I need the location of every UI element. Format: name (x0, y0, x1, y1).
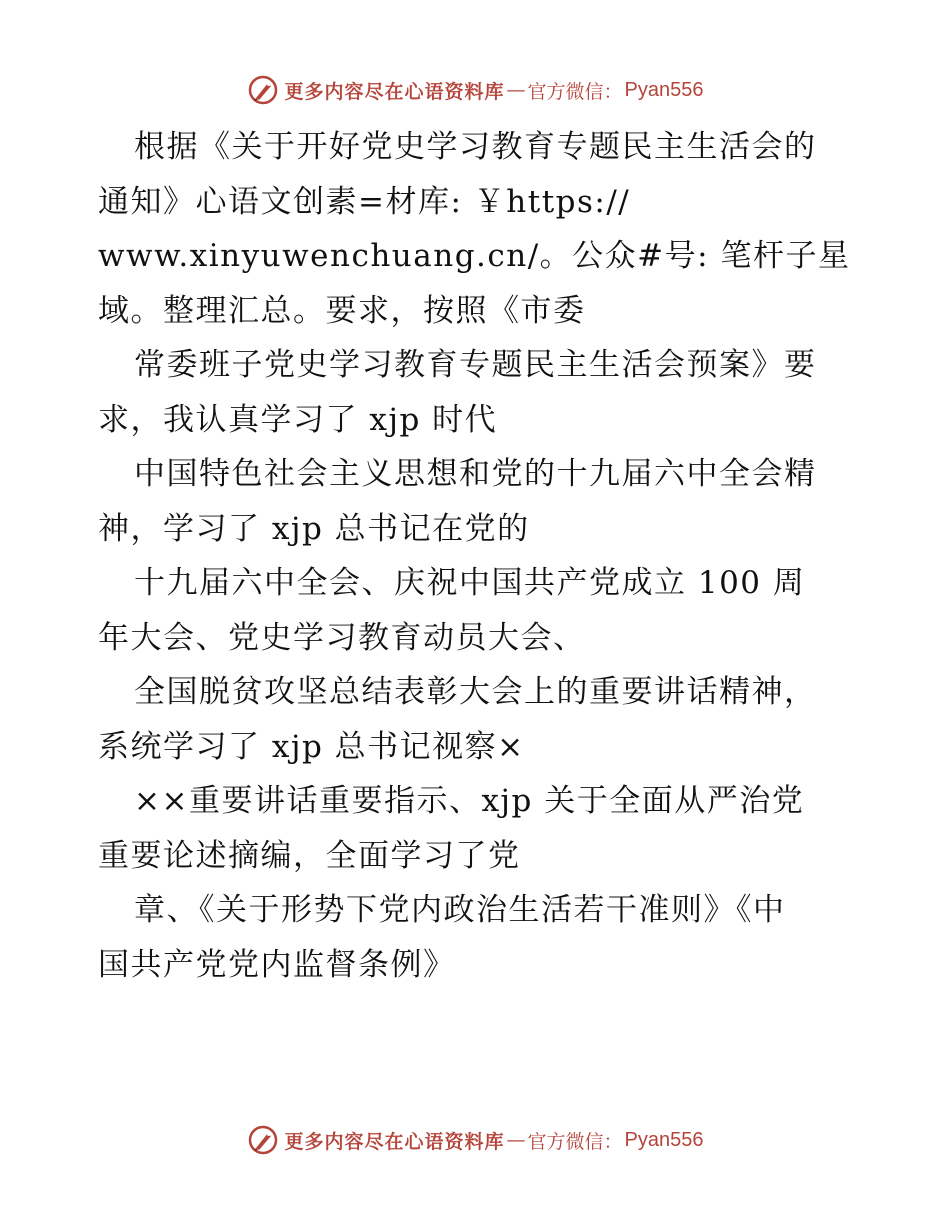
banner-official-label: 官方微信： (527, 80, 623, 103)
body-line: 章、《关于形势下党内政治生活若干准则》《中 (134, 892, 786, 928)
body-line: 通知》心语文创素=材库: ￥https:// (98, 183, 631, 220)
body-line: 系统学习了 xjp 总书记视察× (98, 728, 525, 765)
banner-brand-text: 更多内容尽在心语资料库 (284, 1130, 505, 1153)
banner-brand-text: 更多内容尽在心语资料库 (284, 80, 505, 103)
pen-nib-logo-icon (247, 1124, 279, 1156)
body-line: 中国特色社会主义思想和党的十九届六中全会精 (134, 456, 817, 492)
banner-separator: — (506, 1129, 526, 1151)
body-line: 国共产党党内监督条例》 (98, 946, 456, 983)
body-line: 神，学习了 xjp 总书记在党的 (98, 510, 530, 547)
body-line: ××重要讲话重要指示、xjp 关于全面从严治党 (134, 783, 805, 819)
body-line: 求，我认真学习了 xjp 时代 (98, 401, 498, 438)
banner-official-label: 官方微信： (527, 1130, 623, 1153)
banner-wechat-id: Pyan556 (624, 78, 704, 101)
body-line: 全国脱贫攻坚总结表彰大会上的重要讲话精神， (134, 674, 817, 710)
document-body (98, 120, 858, 992)
body-line: 域。整理汇总。要求，按照《市委 (98, 292, 586, 329)
body-line: 重要论述摘编，全面学习了党 (98, 837, 521, 874)
pen-nib-logo-icon (247, 74, 279, 106)
body-line: 根据《关于开好党史学习教育专题民主生活会的 (134, 129, 817, 165)
body-line: www.xinyuwenchuang.cn/。公众#号: 笔杆子星 (98, 238, 851, 274)
body-line: 十九届六中全会、庆祝中国共产党成立 100 周 (134, 565, 806, 601)
header-banner (0, 70, 950, 110)
body-line: 常委班子党史学习教育专题民主生活会预案》要 (134, 347, 817, 383)
banner-wechat-id: Pyan556 (624, 1128, 704, 1151)
footer-banner (0, 1120, 950, 1160)
body-line: 年大会、党史学习教育动员大会、 (98, 619, 586, 656)
banner-separator: — (506, 79, 526, 101)
